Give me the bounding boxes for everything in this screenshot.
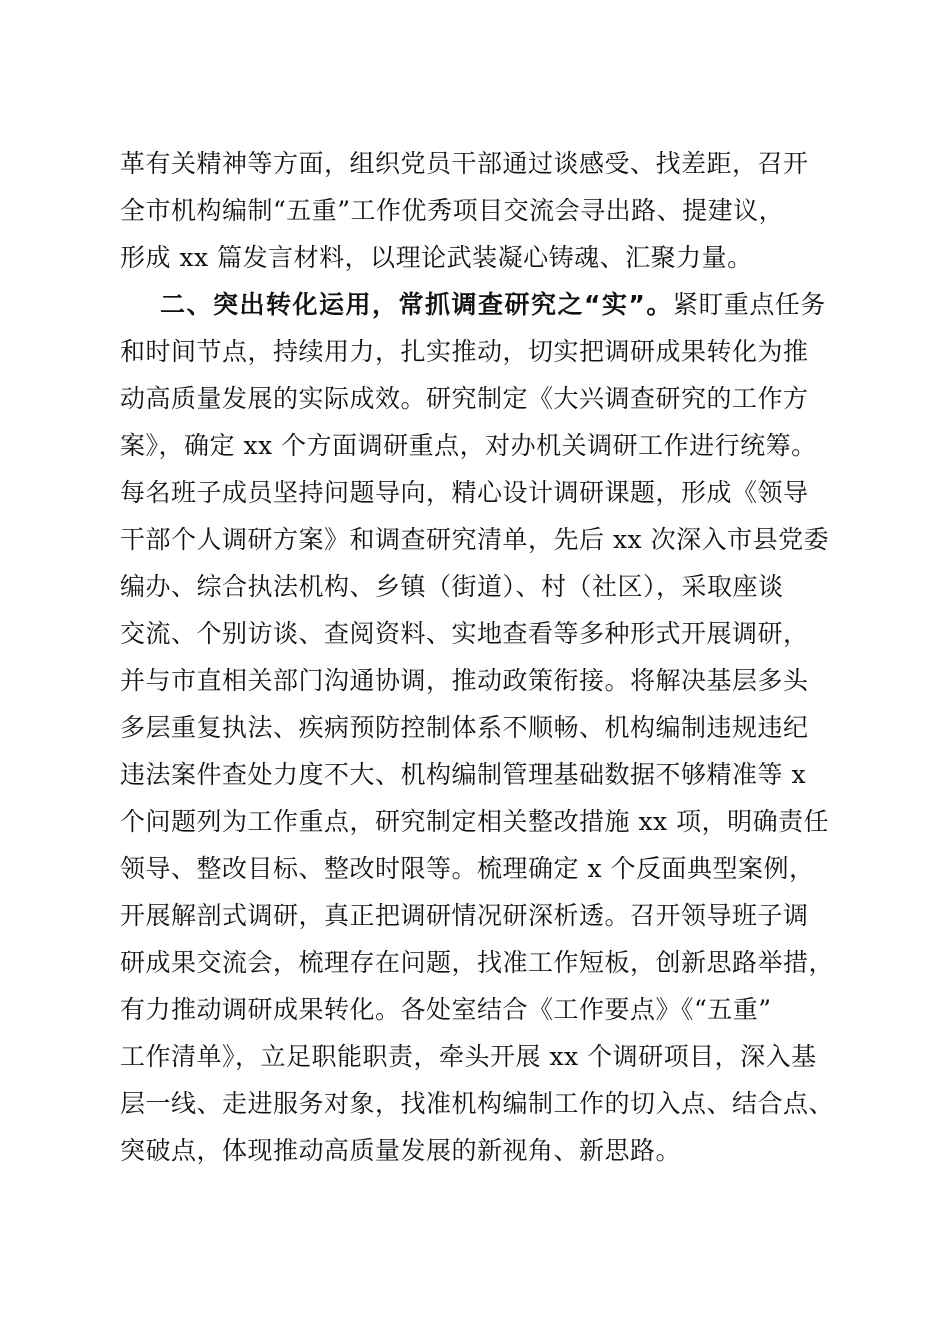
paragraph-line: 开展解剖式调研，真正把调研情况研深析透。召开领导班子调 bbox=[120, 901, 809, 930]
paragraph-line: 违法案件查处力度不大、机构编制管理基础数据不够精准等 x bbox=[120, 760, 807, 789]
paragraph-line: 有力推动调研成果转化。各处室结合《工作要点》《“五重” bbox=[120, 995, 772, 1024]
document-body bbox=[120, 140, 840, 1174]
paragraph-line: 和时间节点，持续用力，扎实推动，切实把调研成果转化为推 bbox=[120, 337, 809, 366]
paragraph-line: 革有关精神等方面，组织党员干部通过谈感受、找差距，召开 bbox=[120, 149, 809, 178]
paragraph-line: 领导、整改目标、整改时限等。梳理确定 x 个反面典型案例， bbox=[120, 854, 815, 883]
paragraph-line: 并与市直相关部门沟通协调，推动政策衔接。将解决基层多头 bbox=[120, 666, 809, 695]
section-heading-line bbox=[120, 281, 840, 328]
paragraph-line: 每名班子成员坚持问题导向，精心设计调研课题，形成《领导 bbox=[120, 478, 809, 507]
paragraph-line: 工作清单》，立足职能职责，牵头开展 xx 个调研项目，深入基 bbox=[120, 1042, 817, 1071]
paragraph-line: 突破点，体现推动高质量发展的新视角、新思路。 bbox=[120, 1136, 682, 1165]
paragraph-line: 案》，确定 xx 个方面调研重点，对办机关调研工作进行统筹。 bbox=[120, 431, 817, 460]
paragraph-line: 编办、综合执法机构、乡镇（街道）、村（社区），采取座谈 bbox=[120, 572, 784, 601]
paragraph-line: 干部个人调研方案》和调查研究清单，先后 xx 次深入市县党委 bbox=[120, 525, 830, 554]
paragraph-line: 层一线、走进服务对象，找准机构编制工作的切入点、结合点、 bbox=[120, 1089, 835, 1118]
paragraph-line: 个问题列为工作重点，研究制定相关整改措施 xx 项，明确责任 bbox=[120, 807, 830, 836]
section-first-line-text: 紧盯重点任务 bbox=[672, 290, 826, 319]
paragraph-line: 形成 xx 篇发言材料，以理论武装凝心铸魂、汇聚力量。 bbox=[120, 243, 753, 272]
paragraph-line: 交流、个别访谈、查阅资料、实地查看等多种形式开展调研， bbox=[120, 619, 809, 648]
paragraph-line: 研成果交流会，梳理存在问题，找准工作短板，创新思路举措， bbox=[120, 948, 835, 977]
paragraph-line: 动高质量发展的实际成效。研究制定《大兴调查研究的工作方 bbox=[120, 384, 809, 413]
paragraph-line: 全市机构编制“五重”工作优秀项目交流会寻出路、提建议， bbox=[120, 196, 785, 225]
section-heading: 二、突出转化运用，常抓调查研究之“实”。 bbox=[160, 290, 673, 319]
paragraph-line: 多层重复执法、疾病预防控制体系不顺畅、机构编制违规违纪 bbox=[120, 713, 809, 742]
